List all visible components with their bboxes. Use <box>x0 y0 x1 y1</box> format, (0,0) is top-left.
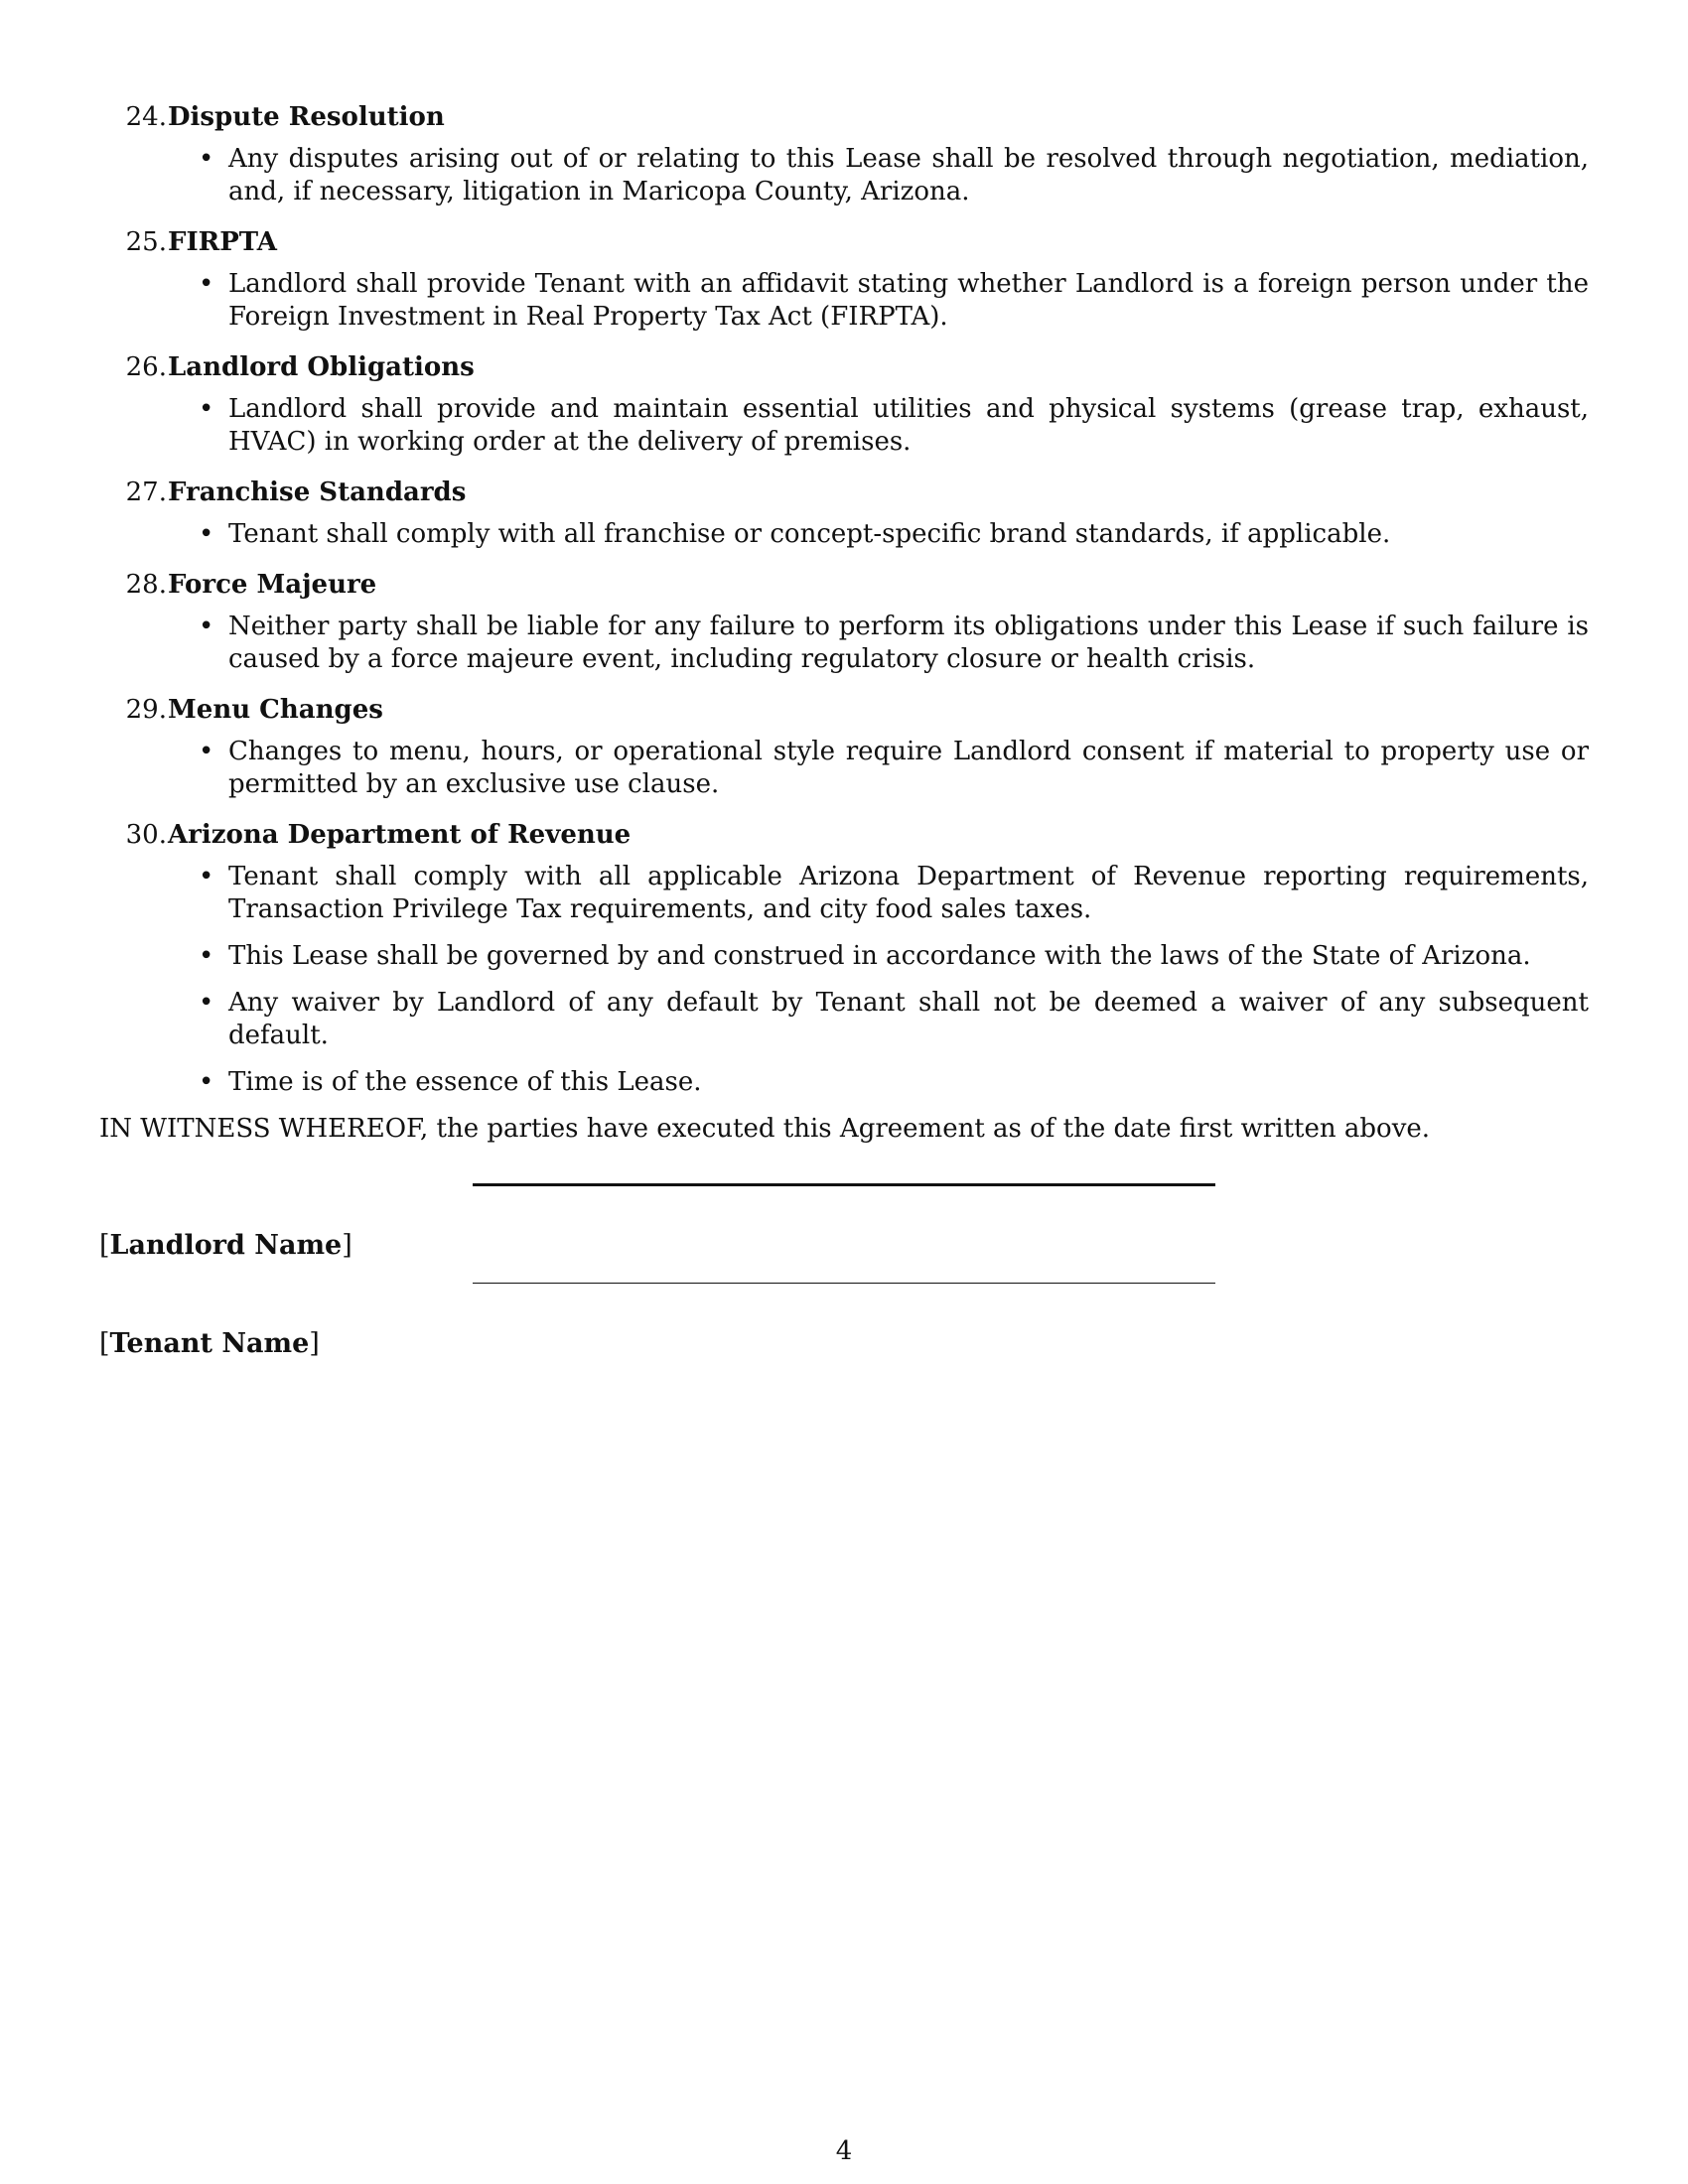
bullet-item <box>99 611 1589 676</box>
bullet-text: Changes to menu, hours, or operational style require Landlord consent if material to property use or permitted by an exclusive use clause. <box>228 737 1589 799</box>
bullet-list <box>99 611 1589 676</box>
tenant-signature-block <box>99 1269 1589 1368</box>
bullet-text: Landlord shall provide Tenant with an affidavit stating whether Landlord is a foreign person under the Foreign Investment in Real Property Tax Act (FIRPTA). <box>228 269 1589 332</box>
bullet-dot-icon: • <box>199 737 214 766</box>
landlord-signature-line[interactable] <box>473 1183 1215 1186</box>
bullet-text: Tenant shall comply with all applicable Arizona Department of Revenue reporting requirements, Transaction Privilege Tax requirements, and city food sales taxes. <box>228 862 1589 924</box>
section-title: Arizona Department of Revenue <box>168 820 632 850</box>
bullet-text: Any disputes arising out of or relating to this Lease shall be resolved through negotiation, mediation, and, if necessary, litigation in Maricopa County, Arizona. <box>228 144 1589 206</box>
document-content <box>99 97 1589 1368</box>
bullet-list <box>99 518 1589 551</box>
section-heading <box>99 97 1589 137</box>
section-heading <box>99 690 1589 730</box>
section-title: Franchise Standards <box>168 478 467 507</box>
section <box>99 347 1589 459</box>
bullet-dot-icon: • <box>199 269 214 299</box>
tenant-name-label: [Tenant Name] <box>99 1328 320 1359</box>
bullet-text: Time is of the essence of this Lease. <box>228 1067 702 1097</box>
section <box>99 815 1589 1099</box>
bullet-item <box>99 987 1589 1052</box>
bullet-item <box>99 518 1589 551</box>
bullet-dot-icon: • <box>199 144 214 174</box>
bullet-dot-icon: • <box>199 519 214 549</box>
witness-statement: IN WITNESS WHEREOF, the parties have executed this Agreement as of the date first written above. <box>99 1114 1431 1144</box>
bullet-text: This Lease shall be governed by and construed in accordance with the laws of the State of Arizona. <box>228 941 1531 971</box>
section-heading <box>99 222 1589 262</box>
bullet-text: Any waiver by Landlord of any default by Tenant shall not be deemed a waiver of any subsequent default. <box>228 988 1589 1050</box>
section-number: 30. <box>125 820 167 850</box>
section-number: 29. <box>125 695 167 725</box>
bullet-item <box>99 736 1589 801</box>
bullet-text: Neither party shall be liable for any failure to perform its obligations under this Lease if such failure is caused by a force majeure event, including regulatory closure or health crisis. <box>228 612 1589 674</box>
landlord-name-label: [Landlord Name] <box>99 1230 352 1261</box>
tenant-signature-line[interactable] <box>473 1283 1215 1284</box>
section-heading <box>99 473 1589 512</box>
landlord-signature-block <box>99 1171 1589 1269</box>
section-number: 28. <box>125 570 167 600</box>
bullet-list <box>99 143 1589 208</box>
section <box>99 565 1589 676</box>
section-title: Landlord Obligations <box>168 352 475 382</box>
bullet-item <box>99 268 1589 334</box>
bullet-list <box>99 736 1589 801</box>
section <box>99 97 1589 208</box>
section-title: Menu Changes <box>168 695 383 725</box>
section-title: Force Majeure <box>168 570 377 600</box>
bullet-list <box>99 861 1589 1099</box>
bullet-dot-icon: • <box>199 394 214 424</box>
bullet-dot-icon: • <box>199 862 214 891</box>
bullet-item <box>99 143 1589 208</box>
section-heading <box>99 815 1589 855</box>
section <box>99 222 1589 334</box>
section-number: 26. <box>125 352 167 382</box>
bullet-dot-icon: • <box>199 612 214 641</box>
section-heading <box>99 565 1589 605</box>
page-number: 4 <box>835 2136 853 2166</box>
bullet-item <box>99 940 1589 973</box>
bullet-list <box>99 268 1589 334</box>
bullet-item <box>99 861 1589 926</box>
section-title: Dispute Resolution <box>168 102 445 132</box>
section <box>99 690 1589 801</box>
section-title: FIRPTA <box>168 227 277 257</box>
bullet-item <box>99 393 1589 459</box>
section-number: 25. <box>125 227 167 257</box>
bullet-dot-icon: • <box>199 1067 214 1097</box>
section-number: 24. <box>125 102 167 132</box>
bullet-item <box>99 1066 1589 1099</box>
bullet-dot-icon: • <box>199 988 214 1018</box>
bullet-text: Tenant shall comply with all franchise or concept-specific brand standards, if applicable. <box>228 519 1391 549</box>
bullet-list <box>99 393 1589 459</box>
bullet-dot-icon: • <box>199 941 214 971</box>
section-heading <box>99 347 1589 387</box>
bullet-text: Landlord shall provide and maintain essential utilities and physical systems (grease trap, exhaust, HVAC) in working order at the delivery of premises. <box>228 394 1589 457</box>
section <box>99 473 1589 551</box>
section-list <box>99 97 1589 1099</box>
section-number: 27. <box>125 478 167 507</box>
